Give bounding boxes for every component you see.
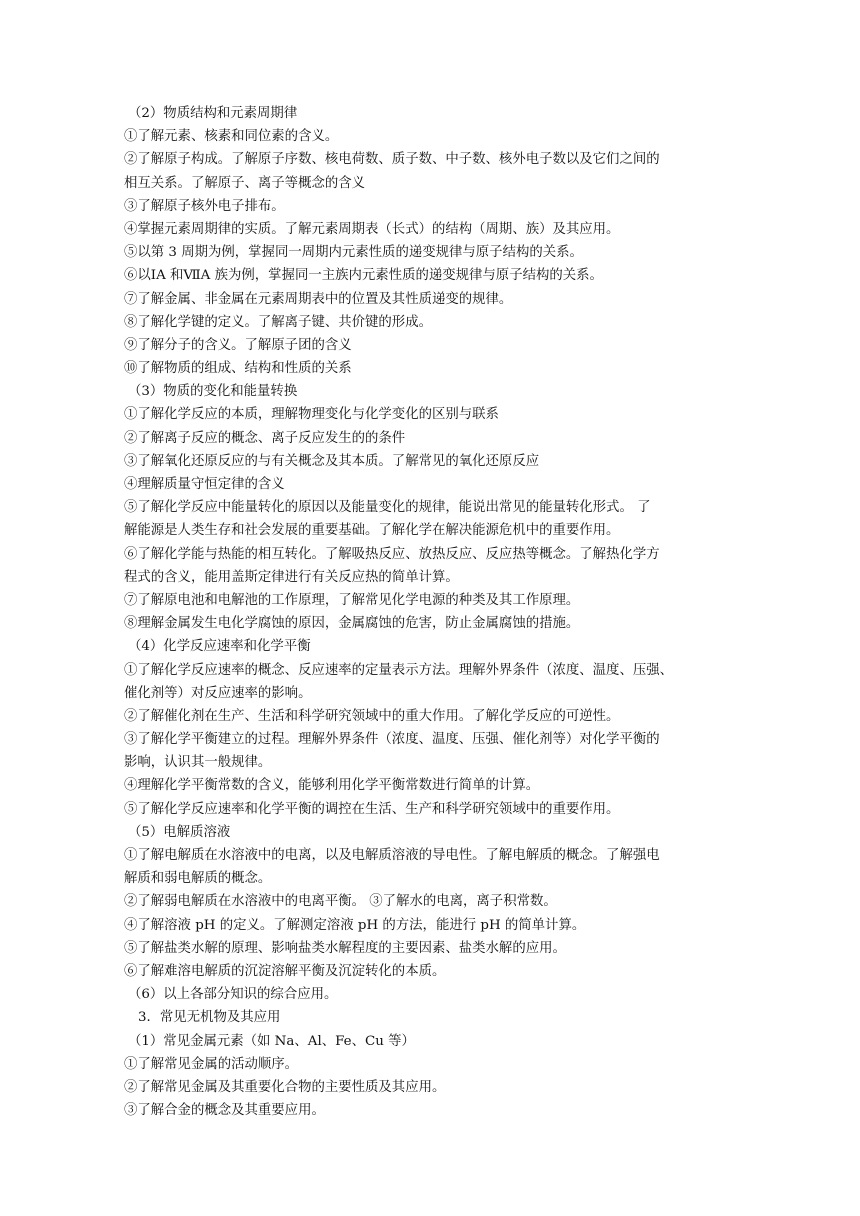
text-line: 解质和弱电解质的概念。 [124, 871, 272, 887]
text-line: ⑥以ⅠA 和ⅦA 族为例，掌握同一主族内元素性质的递变规律与原子结构的关系。 [124, 268, 603, 284]
text-line: ⑤了解化学反应速率和化学平衡的调控在生活、生产和科学研究领域中的重要作用。 [124, 801, 620, 817]
text-line: ③了解氧化还原反应的与有关概念及其本质。了解常见的氧化还原反应 [124, 453, 540, 469]
text-line: ①了解元素、核素和同位素的含义。 [124, 129, 339, 145]
text-line: ⑧了解化学键的定义。了解离子键、共价键的形成。 [124, 314, 432, 330]
section-heading: （5）电解质溶液 [128, 824, 231, 840]
text-line: ③了解化学平衡建立的过程。理解外界条件（浓度、温度、压强、催化剂等）对化学平衡的 [124, 732, 660, 748]
text-line: ②了解常见金属及其重要化合物的主要性质及其应用。 [124, 1079, 446, 1095]
text-line: ③了解合金的概念及其重要应用。 [124, 1103, 325, 1119]
text-line: 影响，认识其一般规律。 [124, 755, 272, 771]
section-heading: 3．常见无机物及其应用 [138, 1010, 281, 1026]
text-line: ⑥了解化学能与热能的相互转化。了解吸热反应、放热反应、反应热等概念。了解热化学方 [124, 546, 660, 562]
text-line: ①了解常见金属的活动顺序。 [124, 1056, 299, 1072]
text-line: ①了解电解质在水溶液中的电离，以及电解质溶液的导电性。了解电解质的概念。了解强电 [124, 848, 660, 863]
text-line: 程式的含义，能用盖斯定律进行有关反应热的简单计算。 [124, 569, 459, 585]
text-line: ①了解化学反应速率的概念、反应速率的定量表示方法。理解外界条件（浓度、温度、压强、 [124, 662, 674, 678]
text-line: ④理解质量守恒定律的含义 [124, 477, 285, 492]
text-line: ②了解催化剂在生产、生活和科学研究领域中的重大作用。了解化学反应的可逆性。 [124, 708, 620, 724]
text-line: 催化剂等）对反应速率的影响。 [124, 685, 312, 701]
text-line: ⑨了解分子的含义。了解原子团的含义 [124, 337, 352, 353]
text-line: ③了解原子核外电子排布。 [124, 198, 285, 214]
text-line: ⑤了解盐类水解的原理、影响盐类水解程度的主要因素、盐类水解的应用。 [124, 940, 566, 956]
text-line: ⑦了解金属、非金属在元素周期表中的位置及其性质递变的规律。 [124, 291, 513, 307]
section-heading: （1）常见金属元素（如 Na、Al、Fe、Cu 等） [128, 1033, 415, 1049]
text-line: ⑥了解难溶电解质的沉淀溶解平衡及沉淀转化的本质。 [124, 963, 446, 979]
text-line: 相互关系。了解原子、离子等概念的含义 [124, 175, 366, 191]
text-line: ①了解化学反应的本质，理解物理变化与化学变化的区别与联系 [124, 407, 499, 423]
text-line: ⑤了解化学反应中能量转化的原因以及能量变化的规律，能说出常见的能量转化形式。 了 [124, 500, 651, 516]
text-line: ④理解化学平衡常数的含义，能够利用化学平衡常数进行简单的计算。 [124, 778, 540, 794]
text-line: ④了解溶液 pH 的定义。了解测定溶液 pH 的方法，能进行 pH 的简单计算。 [124, 917, 586, 933]
section-heading: （6）以上各部分知识的综合应用。 [128, 987, 338, 1003]
text-line: ⑤以第 3 周期为例，掌握同一周期内元素性质的递变规律与原子结构的关系。 [124, 245, 583, 261]
text-line: ②了解原子构成。了解原子序数、核电荷数、质子数、中子数、核外电子数以及它们之间的 [124, 152, 660, 168]
section-heading: （3）物质的变化和能量转换 [128, 384, 298, 400]
document-body [124, 102, 736, 1122]
text-line: ⑩了解物质的组成、结构和性质的关系 [124, 361, 352, 377]
text-line: ②了解弱电解质在水溶液中的电离平衡。 ③了解水的电离，离子积常数。 [124, 894, 557, 910]
section-heading: （2）物质结构和元素周期律 [128, 106, 298, 121]
text-line: ②了解离子反应的概念、离子反应发生的的条件 [124, 430, 406, 446]
text-line: ⑦了解原电池和电解池的工作原理，了解常见化学电源的种类及其工作原理。 [124, 592, 580, 608]
text-line: 解能源是人类生存和社会发展的重要基础。了解化学在解决能源危机中的重要作用。 [124, 523, 620, 539]
section-heading: （4）化学反应速率和化学平衡 [128, 639, 311, 655]
text-line: ⑧理解金属发生电化学腐蚀的原因，金属腐蚀的危害，防止金属腐蚀的措施。 [124, 616, 580, 632]
text-line: ④掌握元素周期律的实质。了解元素周期表（长式）的结构（周期、族）及其应用。 [124, 221, 620, 237]
